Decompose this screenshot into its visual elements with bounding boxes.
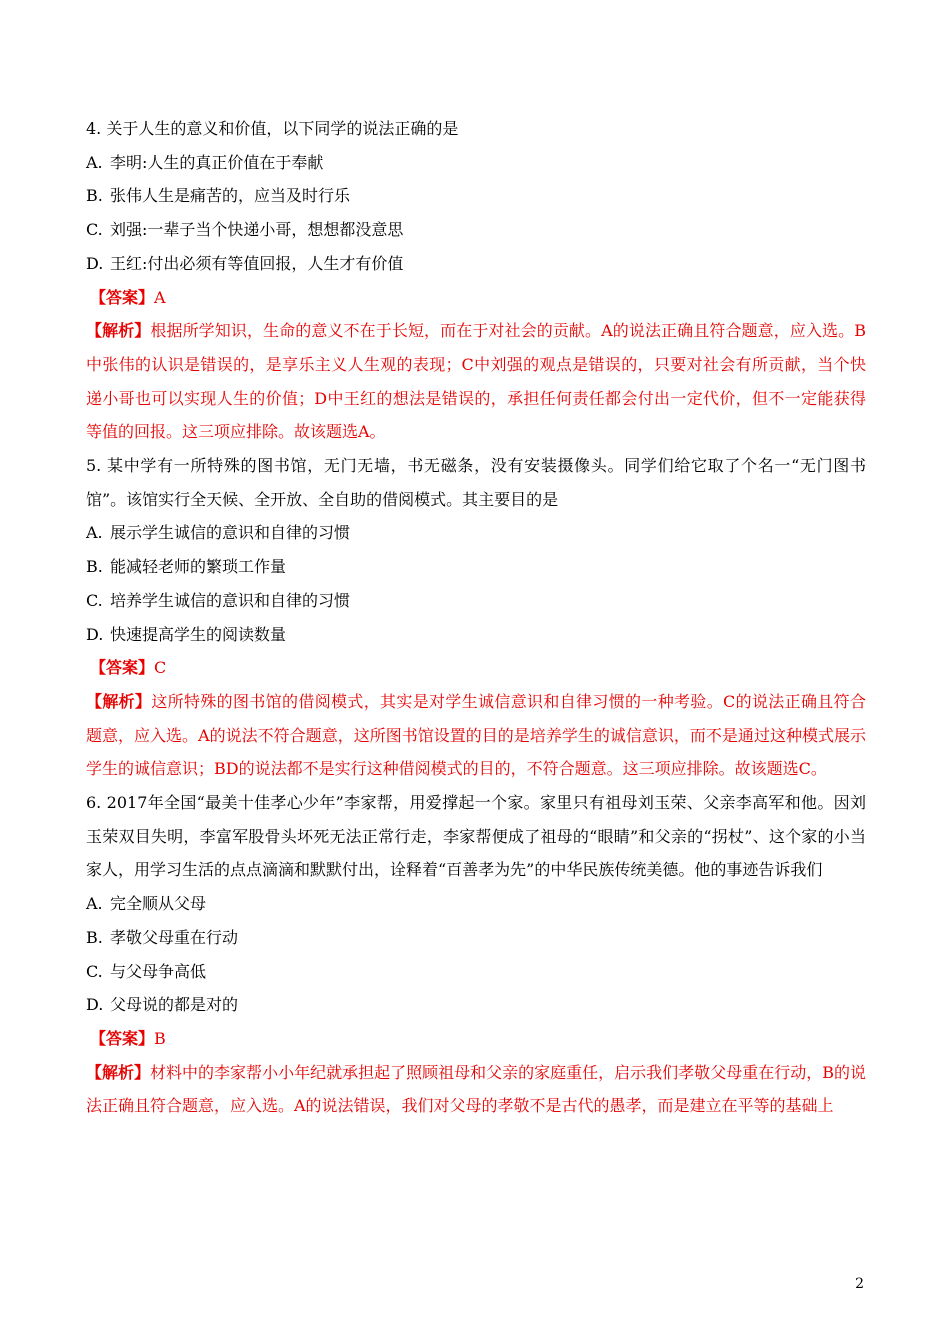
question-stem: 4. 关于人生的意义和价值，以下同学的说法正确的是 [86, 119, 459, 138]
answer-label: 【答案】 [90, 287, 155, 307]
question-4 [86, 112, 866, 449]
option-d: D. 王红:付出必须有等值回报，人生才有价值 [86, 253, 404, 273]
explanation [86, 685, 866, 786]
document-body [86, 112, 866, 1123]
question-stem: 6. 2017年全国“最美十佳孝心少年”李家帮，用爱撑起一个家。家里只有祖母刘玉荣、父亲李高军和他。因刘玉荣双目失明，李富军股骨头坏死无法正常行走，李家帮便成了祖母的“眼睛”和父亲的“拐杖”、这个家的小当家人，用学习生活的点点滴滴和默默付出，诠释着“百善孝为先”的中华民族传统美德。他的事迹告诉我们 [86, 793, 866, 880]
option-d: D. 父母说的都是对的 [86, 995, 239, 1015]
option-b: B. 孝敬父母重在行动 [86, 927, 239, 947]
option-c: C. 培养学生诚信的意识和自律的习惯 [86, 590, 351, 610]
explanation-text: 这所特殊的图书馆的借阅模式，其实是对学生诚信意识和自律习惯的一种考验。C的说法正确且符合题意，应入选。A的说法不符合题意，这所图书馆设置的目的是培养学生的诚信意识，而不是通过这种模式展示学生的诚信意识；BD的说法都不是实行这种借阅模式的目的，不符合题意。这三项应排除。故该题选C。 [86, 691, 866, 779]
explanation-label: 【解析】 [86, 691, 152, 711]
page-number: 2 [855, 1276, 864, 1292]
option-a: A. 展示学生诚信的意识和自律的习惯 [86, 523, 351, 543]
answer-line [86, 281, 866, 315]
explanation-label: 【解析】 [86, 321, 151, 341]
explanation-text: 根据所学知识，生命的意义不在于长短，而在于对社会的贡献。A的说法正确且符合题意，应入选。B中张伟的认识是错误的，是享乐主义人生观的表现；C中刘强的观点是错误的，只要对社会有所贡献，当个快递小哥也可以实现人生的价值；D中王红的想法是错误的，承担任何责任都会付出一定代价，但不一定能获得等值的回报。这三项应排除。故该题选A。 [86, 321, 866, 442]
option-a: A. 李明:人生的真正价值在于奉献 [86, 152, 324, 172]
explanation [86, 314, 866, 449]
explanation [86, 1056, 866, 1123]
option-b: B. 能减轻老师的繁琐工作量 [86, 557, 287, 577]
question-stem: 5. 某中学有一所特殊的图书馆，无门无墙，书无磁条，没有安装摄像头。同学们给它取了个名一“无门图书馆”。该馆实行全天候、全开放、全自助的借阅模式。其主要目的是 [86, 456, 866, 509]
option-d: D. 快速提高学生的阅读数量 [86, 624, 287, 644]
option-a: A. 完全顺从父母 [86, 894, 207, 914]
explanation-label: 【解析】 [86, 1062, 151, 1082]
answer-label: 【答案】 [90, 1028, 155, 1048]
answer-value: A [154, 287, 166, 307]
answer-line [86, 1022, 866, 1056]
question-5 [86, 449, 866, 786]
option-c: C. 刘强:一辈子当个快递小哥，想想都没意思 [86, 220, 404, 240]
answer-line [86, 651, 866, 685]
answer-value: C [154, 658, 167, 678]
option-c: C. 与父母争高低 [86, 961, 207, 981]
answer-label: 【答案】 [90, 658, 155, 678]
answer-value: B [154, 1028, 166, 1048]
question-6 [86, 786, 866, 1123]
option-b: B. 张伟人生是痛苦的，应当及时行乐 [86, 186, 351, 206]
explanation-text: 材料中的李家帮小小年纪就承担起了照顾祖母和父亲的家庭重任，启示我们孝敬父母重在行动，B的说法正确且符合题意，应入选。A的说法错误，我们对父母的孝敬不是古代的愚孝，而是建立在平等的基础上 [86, 1062, 866, 1116]
